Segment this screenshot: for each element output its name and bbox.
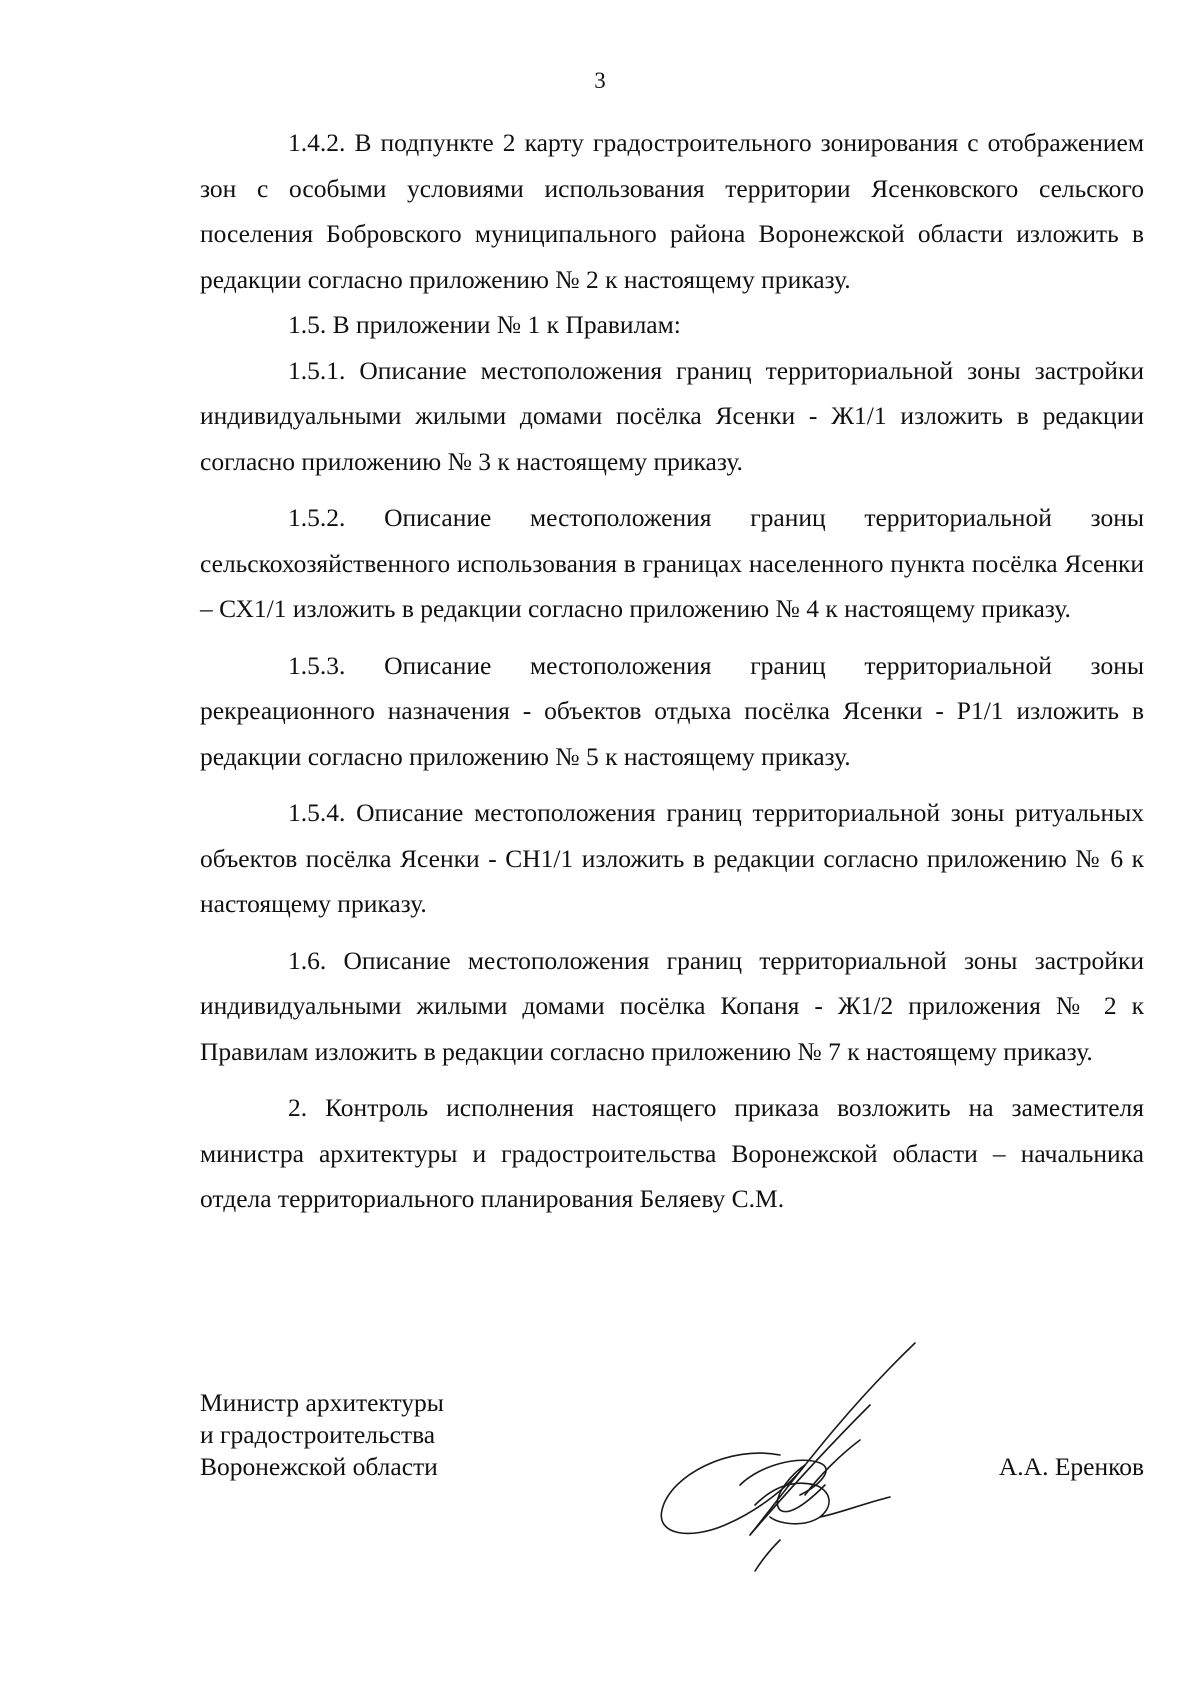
paragraph-1-6: 1.6. Описание местоположения границ территориальной зоны застройки индивидуальными жилыми домами посёлка Копаня - Ж1/2 приложения № 2 к Правилам изложить в редакции согласно приложению № 7 к настоящему приказу. (200, 945, 1144, 1066)
signatory-title (200, 1387, 444, 1483)
signatory-name: А.А. Еренков (998, 1452, 1144, 1481)
signatory-title-line: Воронежской области (200, 1452, 438, 1481)
paragraph-2: 2. Контроль исполнения настоящего приказа возложить на заместителя министра архитектуры и градостроительства Воронежской области – начальника отдела территориального планирования Беляеву С.М. (200, 1093, 1144, 1213)
paragraph-1-5-4: 1.5.4. Описание местоположения границ территориальной зоны ритуальных объектов посёлка Ясенки - СН1/1 изложить в редакции согласно приложению № 6 к настоящему приказу. (200, 798, 1144, 918)
signatory-title-line: и градостроительства (200, 1420, 436, 1449)
paragraph-1-5-2: 1.5.2. Описание местоположения границ территориальной зоны сельскохозяйственного использования в границах населенного пункта посёлка Ясенки – СХ1/1 изложить в редакции согласно приложению № 4 к настоящему приказу. (200, 503, 1144, 623)
page-number: 3 (594, 68, 606, 93)
handwritten-signature-icon (630, 1335, 930, 1575)
paragraph-1-5-3: 1.5.3. Описание местоположения границ территориальной зоны рекреационного назначения - объектов отдыха посёлка Ясенки - Р1/1 изложить в редакции согласно приложению № 5 к настоящему приказу. (200, 650, 1144, 771)
paragraph-1-4-2: 1.4.2. В подпункте 2 карту градостроительного зонирования с отображением зон с особыми условиями использования территории Ясенковского сельского поселения Бобровского муниципального района Воронежской области изложить в редакции согласно приложению № 2 к настоящему приказу. (200, 128, 1144, 294)
paragraph-1-5: 1.5. В приложении № 1 к Правилам: (288, 310, 681, 339)
signatory-title-line: Министр архитектуры (200, 1388, 444, 1417)
signature-block (200, 1387, 1144, 1587)
document-body (200, 120, 1144, 1222)
paragraph-1-5-1: 1.5.1. Описание местоположения границ территориальной зоны застройки индивидуальными жилыми домами посёлка Ясенки - Ж1/1 изложить в редакции согласно приложению № 3 к настоящему приказу. (200, 355, 1144, 476)
